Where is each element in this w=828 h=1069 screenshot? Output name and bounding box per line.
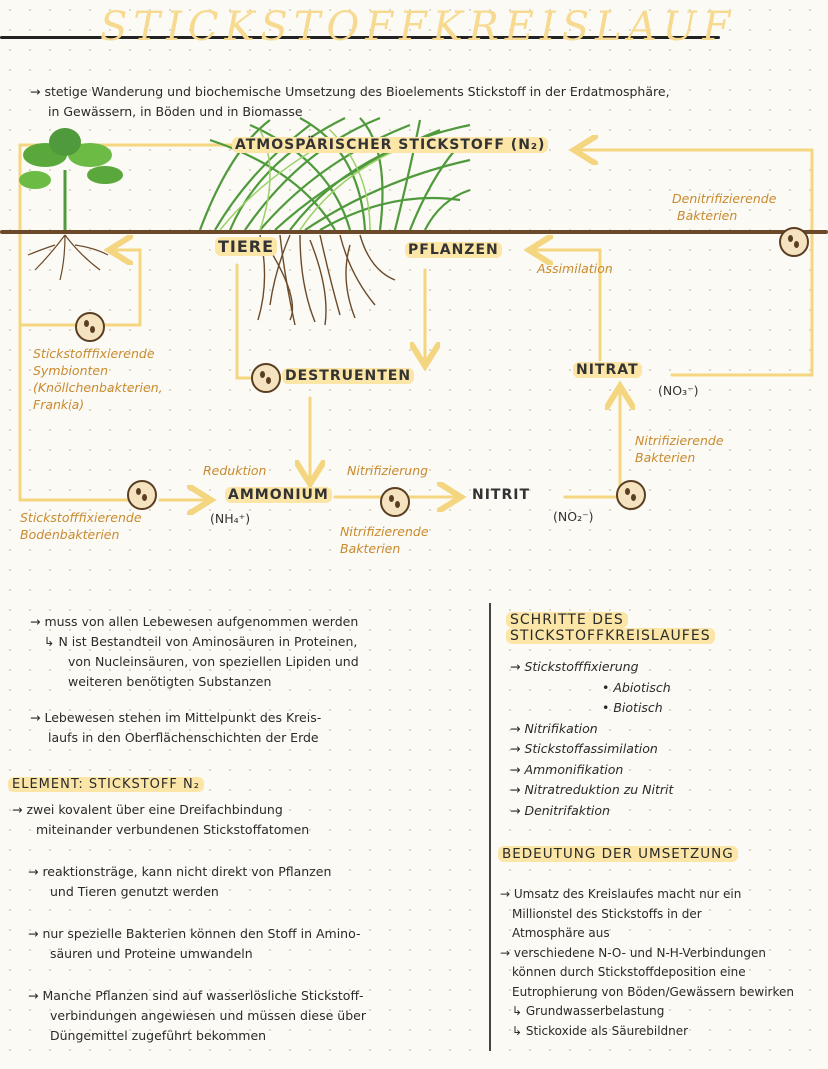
note-line: laufs in den Oberflächenschichten der Erde	[48, 730, 319, 745]
note-line: miteinander verbundenen Stickstoffatomen	[36, 822, 310, 837]
bacteria-icon	[251, 363, 281, 393]
step-item: → Nitrifikation	[510, 720, 598, 736]
bedeutung-heading: BEDEUTUNG DER UMSETZUNG	[498, 846, 738, 862]
reduktion-label: Reduktion	[203, 463, 267, 478]
nitrifizierung-label: Nitrifizierung	[347, 463, 429, 478]
left-notes	[30, 612, 480, 748]
bacteria-icon	[779, 227, 809, 257]
note-line: → nur spezielle Bakterien können den Stoff in Amino-	[28, 926, 361, 941]
note-line: → Lebewesen stehen im Mittelpunkt des Kreis-	[30, 710, 322, 725]
note-line: Millionstel des Stickstoffs in der	[512, 906, 702, 921]
step-item: • Biotisch	[602, 700, 663, 715]
note-line: Atmosphäre aus	[512, 926, 610, 940]
soil-line	[0, 230, 828, 234]
bacteria-icon	[616, 480, 646, 510]
plant-illustration	[19, 128, 123, 280]
denitrifizierende-label: Denitrifizierende Bakterien	[672, 191, 777, 223]
note-line: verbindungen angewiesen und müssen diese über	[50, 1008, 366, 1023]
steps-heading: SCHRITTE DES STICKSTOFFKREISLAUFES	[506, 612, 715, 644]
step-item: → Nitratreduktion zu Nitrit	[510, 782, 674, 797]
note-line: Eutrophierung von Böden/Gewässern bewirken	[512, 984, 794, 999]
note-line: können durch Stickstoffdeposition eine	[512, 965, 746, 979]
note-line: von Nucleinsäuren, von speziellen Lipiden und	[68, 654, 359, 669]
intro-line-1: → stetige Wanderung und biochemische Umsetzung des Bioelements Stickstoff in der Erdatmosphäre,	[30, 84, 670, 99]
note-line: → reaktionsträge, kann nicht direkt von Pflanzen	[28, 864, 332, 879]
bacteria-icon	[380, 487, 410, 517]
symbionten-label: Stickstofffixierende Symbionten (Knöllchenbakterien, Frankia)	[33, 346, 163, 412]
step-item: • Abiotisch	[602, 679, 671, 695]
note-line: weiteren benötigten Substanzen	[68, 674, 272, 689]
step-item: → Denitrifaktion	[510, 802, 610, 818]
note-line: ↳ Stickoxide als Säurebildner	[512, 1023, 689, 1038]
note-line: → Manche Pflanzen sind auf wasserlösliche Stickstoff-	[28, 988, 364, 1003]
ammonium-formula: (NH₄⁺)	[210, 511, 251, 526]
note-line: Düngemittel zugeführt bekommen	[50, 1028, 267, 1043]
intro-line-2: in Gewässern, in Böden und in Biomasse	[48, 104, 303, 119]
bacteria-icon	[127, 480, 157, 510]
assimilation-label: Assimilation	[537, 261, 613, 276]
note-line: → zwei kovalent über eine Dreifachbindung	[12, 802, 283, 817]
nitrit-label: NITRIT	[472, 487, 531, 503]
note-line: ↳ N ist Bestandteil von Aminosäuren in Proteinen,	[44, 634, 358, 649]
nitrat-label: NITRAT	[573, 362, 642, 378]
boden-label: Stickstofffixierende Bodenbakterien	[20, 510, 142, 542]
tiere-label: TIERE	[215, 237, 277, 256]
element-notes	[12, 800, 482, 1046]
nitrit-formula: (NO₂⁻)	[553, 509, 594, 524]
column-divider	[489, 603, 491, 1051]
note-line: ↳ Grundwasserbelastung	[512, 1004, 665, 1018]
note-line: → muss von allen Lebewesen aufgenommen werden	[30, 614, 359, 629]
steps-list	[510, 657, 820, 821]
ammonium-label: AMMONIUM	[225, 487, 332, 503]
step-item: → Stickstofffixierung	[510, 659, 639, 674]
page-title: STICKSTOFFKREISLAUF	[100, 4, 737, 50]
step-item: → Ammonifikation	[510, 761, 624, 777]
note-line: → verschiedene N-O- und N-H-Verbindungen	[500, 945, 767, 960]
note-line: → Umsatz des Kreislaufes macht nur ein	[500, 887, 742, 901]
step-item: → Stickstoffassimilation	[510, 741, 658, 756]
grass-illustration	[200, 118, 470, 230]
nitrifizierende-right-label: Nitrifizierende Bakterien	[635, 433, 724, 465]
pflanzen-label: PFLANZEN	[405, 242, 502, 258]
destruenten-label: DESTRUENTEN	[282, 368, 414, 384]
atmos-label: ATMOSPÄRISCHER STICKSTOFF (N₂)	[232, 137, 548, 153]
denitrification-line	[672, 150, 812, 375]
roots-illustration	[258, 235, 395, 325]
element-heading: ELEMENT: STICKSTOFF N₂	[8, 777, 204, 792]
nitrat-formula: (NO₃⁻)	[658, 383, 699, 398]
nitrifizierende-mid-label: Nitrifizierende Bakterien	[340, 524, 429, 556]
bedeutung-notes	[500, 885, 820, 1041]
note-line: säuren und Proteine umwandeln	[50, 946, 253, 961]
note-line: und Tieren genutzt werden	[50, 884, 219, 899]
bacteria-icon	[75, 312, 105, 342]
